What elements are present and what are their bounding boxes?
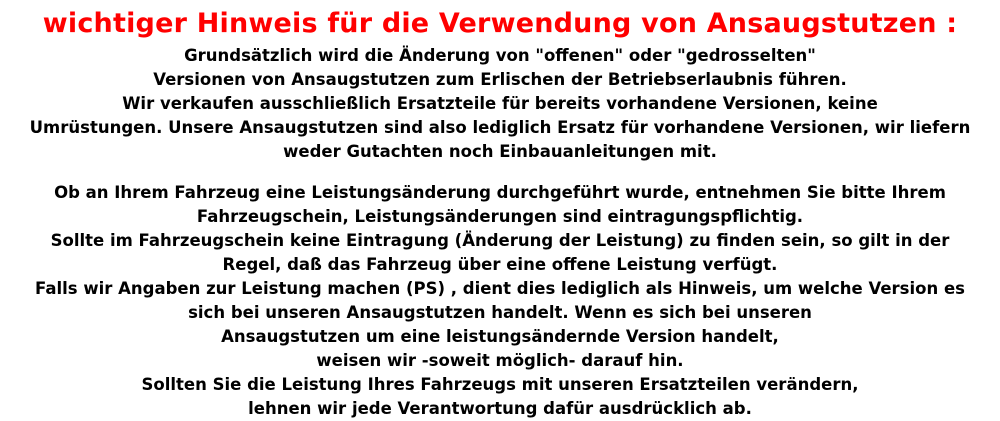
- paragraph-2-line-8: weisen wir -soweit möglich- darauf hin.: [316, 351, 684, 370]
- paragraph-spacer: [4, 164, 996, 181]
- notice-heading: wichtiger Hinweis für die Verwendung von Ansaugstutzen :: [42, 8, 958, 39]
- paragraph-2-line-7: Ansaugstutzen um eine leistungsändernde Version handelt,: [221, 327, 779, 346]
- paragraph-2-line-10: lehnen wir jede Verantwortung dafür ausdrücklich ab.: [248, 399, 752, 418]
- paragraph-1-line-1: Grundsätzlich wird die Änderung von "offenen" oder "gedrosselten": [184, 46, 816, 65]
- notice-paragraph-2: [4, 181, 996, 421]
- paragraph-2-line-2: Fahrzeugschein, Leistungsänderungen sind eintragungspflichtig.: [196, 207, 804, 226]
- paragraph-1-line-3: Wir verkaufen ausschließlich Ersatzteile für bereits vorhandene Versionen, keine: [122, 94, 878, 113]
- paragraph-2-line-3: Sollte im Fahrzeugschein keine Eintragung (Änderung der Leistung) zu finden sein, so gilt in der: [50, 231, 950, 250]
- paragraph-1-line-5: weder Gutachten noch Einbauanleitungen mit.: [283, 142, 717, 161]
- notice-paragraph-1: [4, 44, 996, 164]
- paragraph-2-line-4: Regel, daß das Fahrzeug über eine offene Leistung verfügt.: [222, 255, 778, 274]
- paragraph-1-line-4: Umrüstungen. Unsere Ansaugstutzen sind also lediglich Ersatz für vorhandene Versionen, wir liefern: [29, 118, 971, 137]
- paragraph-1-line-2: Versionen von Ansaugstutzen zum Erlischen der Betriebserlaubnis führen.: [153, 70, 847, 89]
- paragraph-2-line-5: Falls wir Angaben zur Leistung machen (PS) , dient dies lediglich als Hinweis, um welche Version es: [35, 279, 965, 298]
- paragraph-2-line-1: Ob an Ihrem Fahrzeug eine Leistungsänderung durchgeführt wurde, entnehmen Sie bitte Ihrem: [54, 183, 946, 202]
- paragraph-2-line-9: Sollten Sie die Leistung Ihres Fahrzeugs mit unseren Ersatzteilen verändern,: [141, 375, 859, 394]
- paragraph-2-line-6: sich bei unseren Ansaugstutzen handelt. Wenn es sich bei unseren: [188, 303, 812, 322]
